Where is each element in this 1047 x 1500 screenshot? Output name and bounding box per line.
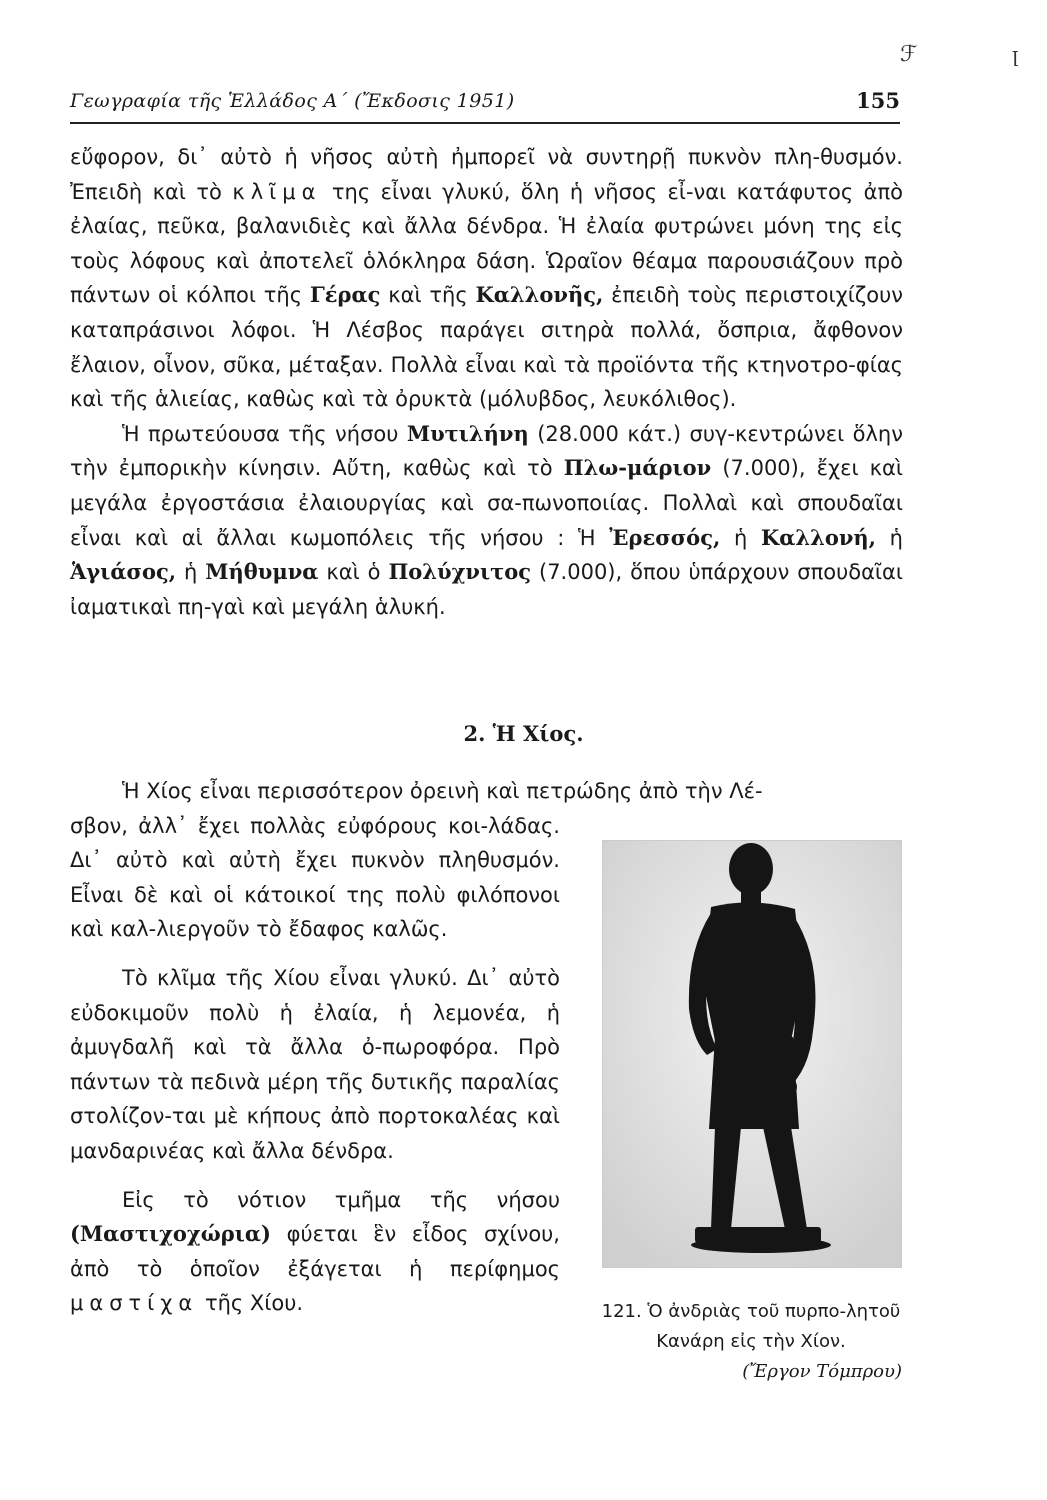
section-heading: 2. Ἡ Χίος. bbox=[463, 721, 584, 746]
corner-mark: ℱ bbox=[900, 42, 918, 67]
chios-paragraph-3: Εἰς τὸ νότιον τμῆμα τῆς νήσου (Μαστιχοχώρια) φύεται ἓν εἶδος σχίνου, ἀπὸ τὸ ὁποῖον ἐξάγεται ἡ περίφημος μαστίχα τῆς Χίου. bbox=[70, 1187, 560, 1316]
emphasis-mastiha: μαστίχα bbox=[70, 1291, 199, 1316]
place-polichnitos: Πολύχνιτος bbox=[388, 559, 532, 585]
book-title: Γεωγραφία τῆς Ἑλλάδος Α΄ (Ἔκδοσις 1951) bbox=[70, 90, 515, 112]
emphasis-klima: κλῖμα bbox=[232, 179, 322, 204]
place-mithymna: Μήθυμνα bbox=[205, 559, 319, 585]
figure-caption bbox=[600, 1297, 902, 1387]
place-geras: Γέρας bbox=[309, 282, 381, 308]
page-number: 155 bbox=[856, 88, 900, 113]
chios-paragraph-1-firstline: Ἡ Χίος εἶναι περισσότερον ὀρεινὴ καὶ πετρώδης ἀπὸ τὴν Λέ- bbox=[122, 779, 763, 803]
caption-text: 121. Ὁ ἀνδριὰς τοῦ πυρπο-λητοῦ Κανάρη εἰς τὴν Χίον. bbox=[601, 1301, 901, 1352]
place-kallonis: Καλλονῆς, bbox=[475, 282, 604, 308]
statue-photo bbox=[602, 840, 902, 1268]
caption-credit: (Ἔργον Τόμπρου) bbox=[742, 1361, 902, 1382]
place-mytilini: Μυτιλήνη bbox=[406, 420, 529, 446]
main-text bbox=[70, 140, 903, 624]
chios-paragraph-2: Τὸ κλῖμα τῆς Χίου εἶναι γλυκύ. Δι᾿ αὐτὸ εὐδοκιμοῦν πολὺ ἡ ἐλαία, ἡ λεμονέα, ἡ ἀμυγδαλῆ καὶ τὰ ἄλλα ὀ-πωροφόρα. Πρὸ πάντων τὰ πεδινὰ μέρη τῆς δυτικῆς παραλίας στολίζον-ται μὲ κήπους ἀπὸ πορτοκαλέας καὶ μανδαρινέας καὶ ἄλλα δένδρα. bbox=[70, 965, 560, 1163]
place-agiasos: Ἁγιάσος, bbox=[70, 559, 177, 585]
place-kalloni: Καλλονή, bbox=[760, 524, 876, 550]
cities-paragraph: Ἡ πρωτεύουσα τῆς νήσου Μυτιλήνη (28.000 κάτ.) συγ-κεντρώνει ὅλην τὴν ἐμπορικὴν κίνησιν. Αὔτη, καθὼς καὶ τὸ Πλω-μάριον (7.000), ἔχει καὶ μεγάλα ἐργοστάσια ἐλαιουργίας καὶ σα-πωνοποιίας. Πολλαὶ καὶ σπουδαῖαι εἶναι καὶ αἱ ἄλλαι κωμοπόλεις τῆς νήσου : Ἡ Ἐρεσσός, ἡ Καλλονή, ἡ Ἁγιάσος, ἡ Μήθυμνα καὶ ὁ Πολύχνιτος (7.000), ὅπου ὑπάρχουν σπουδαῖαι ἰαματικαὶ πη-γαὶ καὶ μεγάλη ἁλυκή. bbox=[70, 420, 904, 619]
corner-mark: ꞁ bbox=[1012, 42, 1019, 66]
chios-paragraph-1: σβον, ἀλλ᾿ ἔχει πολλὰς εὐφόρους κοι-λάδας. Δι᾿ αὐτὸ καὶ αὐτὴ ἔχει πυκνὸν πληθυσμόν. Εἶναι δὲ καὶ οἱ κάτοικοί της πολὺ φιλόπονοι καὶ καλ-λιεργοῦν τὸ ἔδαφος καλῶς. bbox=[70, 813, 560, 942]
statue-illustration bbox=[603, 841, 901, 1267]
place-eresos: Ἐρεσσός, bbox=[609, 524, 721, 550]
place-mastichochoria: (Μαστιχοχώρια) bbox=[70, 1221, 271, 1247]
running-header bbox=[70, 88, 900, 124]
place-plomarion: Πλω-μάριον bbox=[563, 455, 712, 481]
lesvos-paragraph: εὔφορον, δι᾿ αὐτὸ ἡ νῆσος αὐτὴ ἠμπορεῖ νὰ συντηρῇ πυκνὸν πλη-θυσμόν. Ἐπειδὴ καὶ τὸ κλῖμα της εἶναι γλυκύ, ὅλη ἡ νῆσος εἶ-ναι κατάφυτος ἀπὸ ἐλαίας, πεῦκα, βαλανιδιὲς καὶ ἄλλα δένδρα. Ἡ ἐλαία φυτρώνει μόνη της εἰς τοὺς λόφους καὶ ἀποτελεῖ ὁλόκληρα δάση. Ὡραῖον θέαμα παρουσιάζουν πρὸ πάντων οἱ κόλποι τῆς Γέρας καὶ τῆς Καλλονῆς, ἐπειδὴ τοὺς περιστοιχίζουν καταπράσινοι λόφοι. Ἡ Λέσβος παράγει σιτηρὰ πολλά, ὄσπρια, ἄφθονον ἔλαιον, οἶνον, σῦκα, μέταξαν. Πολλὰ εἶναι καὶ τὰ προϊόντα τῆς κτηνοτρο-φίας καὶ τῆς ἁλιείας, καθὼς καὶ τὰ ὀρυκτὰ (μόλυβδος, λευκόλιθος). bbox=[70, 145, 904, 412]
